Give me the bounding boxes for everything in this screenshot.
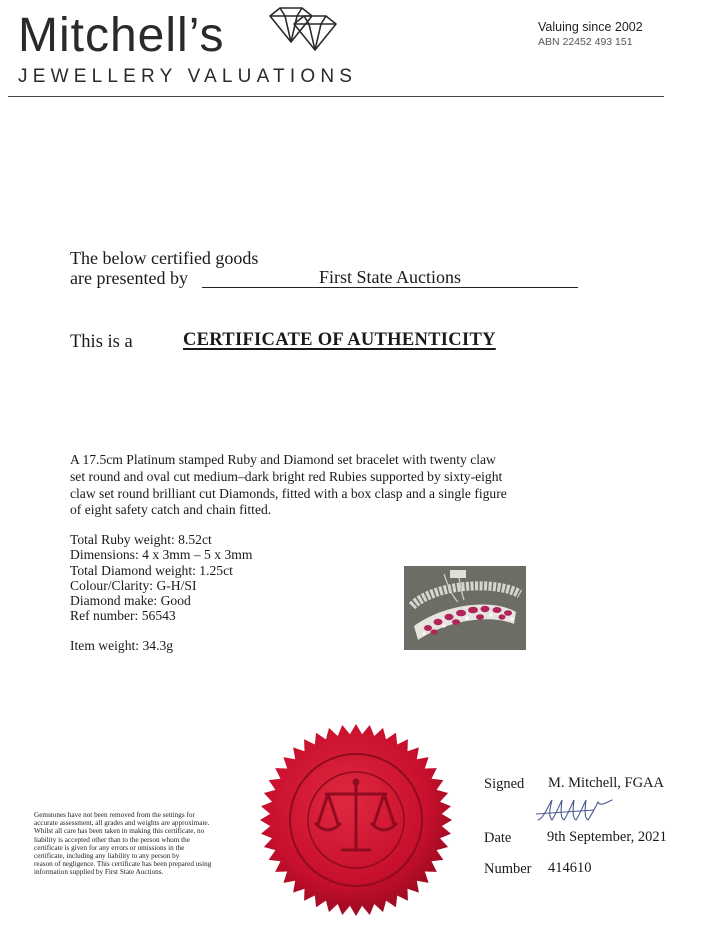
- signed-label: Signed: [484, 776, 525, 792]
- disclaimer: [34, 811, 254, 877]
- disclaimer-line: reason of negligence. This certificate has been prepared using: [34, 860, 212, 869]
- disclaimer-line: certificate is given for any errors or omissions in the: [34, 843, 185, 852]
- abn-number: ABN 22452 493 151: [538, 36, 633, 48]
- spec-diamond-make: Diamond make: Good: [70, 593, 191, 609]
- number-label: Number: [484, 861, 532, 877]
- spec-dimensions: Dimensions: 4 x 3mm – 5 x 3mm: [70, 547, 253, 563]
- description-line: of eight safety catch and chain fitted.: [70, 502, 272, 518]
- disclaimer-line: liability is accepted other than to the person whom the: [34, 835, 190, 844]
- disclaimer-line: information supplied by First State Auctions.: [34, 868, 164, 877]
- description-line: claw set round brilliant cut Diamonds, fitted with a box clasp and a single figure: [70, 485, 507, 501]
- date-value: 9th September, 2021: [547, 829, 667, 845]
- header-divider: [8, 96, 664, 97]
- description-line: set round and oval cut medium–dark bright red Rubies supported by sixty-eight: [70, 468, 503, 484]
- spec-diamond-weight: Total Diamond weight: 1.25ct: [70, 562, 233, 578]
- brand-name: Mitchell’s: [18, 9, 225, 62]
- certificate-title: CERTIFICATE OF AUTHENTICITY: [183, 330, 496, 350]
- presented-by-label: are presented by: [70, 268, 188, 288]
- disclaimer-line: accurate assessment, all grades and weights are approximate.: [34, 819, 210, 828]
- signature: [534, 796, 620, 826]
- bracelet-photo: [404, 566, 526, 650]
- signed-value: M. Mitchell, FGAA: [548, 775, 664, 791]
- diamond-logo-icon: [266, 6, 342, 56]
- certificate-number: 414610: [548, 860, 592, 876]
- spec-ruby-weight: Total Ruby weight: 8.52ct: [70, 532, 212, 547]
- presenter-name: First State Auctions: [202, 268, 578, 288]
- disclaimer-line: Gemstones have not been removed from the settings for: [34, 811, 195, 819]
- description-line: A 17.5cm Platinum stamped Ruby and Diamond set bracelet with twenty claw: [70, 452, 496, 467]
- tagline: Valuing since 2002: [538, 20, 643, 34]
- brand-subtitle: JEWELLERY VALUATIONS: [18, 66, 358, 87]
- item-specs: [70, 532, 252, 624]
- disclaimer-line: certificate, including any liability to any person by: [34, 852, 180, 861]
- date-label: Date: [484, 830, 512, 846]
- item-weight: Item weight: 34.3g: [70, 638, 174, 653]
- certificate-prefix: This is a: [70, 332, 133, 352]
- disclaimer-line: Whilst all care has been taken in making this certificate, no: [34, 827, 205, 836]
- spec-colour-clarity: Colour/Clarity: G-H/SI: [70, 577, 197, 593]
- item-description: [70, 452, 540, 519]
- wax-seal-icon: [256, 720, 456, 920]
- intro-line: The below certified goods: [70, 248, 259, 268]
- spec-ref-number: Ref number: 56543: [70, 608, 176, 624]
